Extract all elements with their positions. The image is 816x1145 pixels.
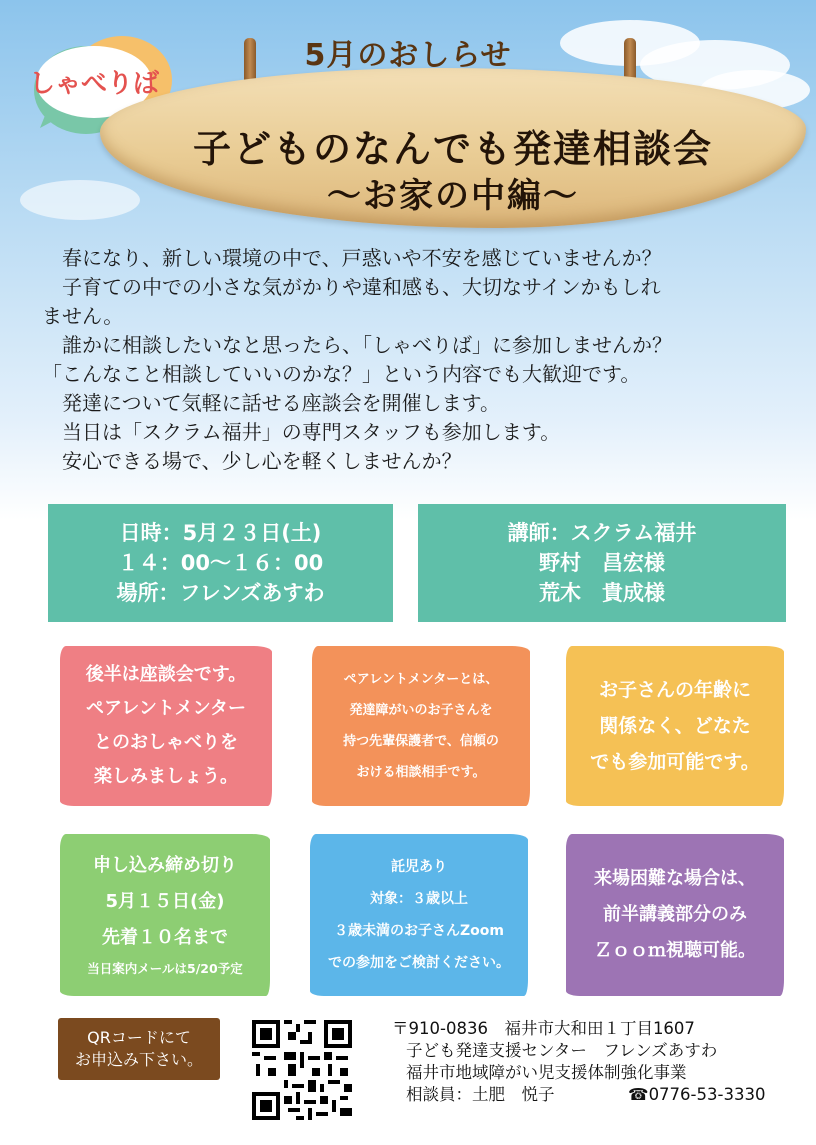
any-age-box: [566, 646, 784, 806]
center-name: 子ども発達支援センター フレンズあすわ: [406, 1041, 718, 1060]
zoom-box: [566, 834, 784, 996]
intro-line: 「こんなこと相談していいのかな？」という内容でも大歓迎です。: [42, 362, 641, 386]
box-line: とのおしゃべりを: [94, 732, 238, 753]
phone-number[interactable]: 0776-53-3330: [648, 1085, 766, 1104]
box-line: Ｚｏｏｍ視聴可能。: [594, 940, 756, 961]
contact-info: [392, 1018, 802, 1106]
box-line: 託児あり: [391, 859, 447, 875]
box-line: 楽しみましょう。: [94, 766, 238, 787]
month-notice: 5月のおしらせ: [304, 38, 512, 73]
box-line: 申し込み締め切り: [93, 855, 237, 876]
box-line: 発達障がいのお子さんを: [349, 703, 493, 718]
intro-line: 発達について気軽に話せる座談会を開催します。: [42, 391, 500, 415]
qr-instruction-note: [58, 1018, 220, 1080]
consultant-row: [392, 1084, 802, 1106]
event-venue: 場所：フレンズあすわ: [116, 581, 325, 605]
consultant-name: 相談員：土肥 悦子: [406, 1085, 555, 1104]
project-name: 福井市地域障がい児支援体制強化事業: [406, 1063, 687, 1082]
box-line: 関係なく、どなた: [599, 715, 751, 737]
box-line: 対象：３歳以上: [370, 891, 468, 907]
intro-line: 当日は「スクラム福井」の専門スタッフも参加します。: [42, 420, 561, 444]
intro-line: 春になり、新しい環境の中で、戸惑いや不安を感じていませんか？: [42, 246, 662, 270]
deadline-box: [60, 834, 270, 996]
intro-line: 誰かに相談したいなと思ったら、「しゃべりば」に参加しませんか？: [42, 333, 672, 357]
intro-text: [42, 244, 782, 476]
discussion-box: [60, 646, 272, 806]
parent-mentor-box: [312, 646, 530, 806]
phone-number-wrap: [628, 1084, 765, 1106]
intro-line: ません。: [42, 304, 124, 328]
lecturer-panel: [418, 504, 786, 622]
box-line: ３歳未満のお子さんZoom: [334, 923, 504, 939]
qr-note-line: QRコードにて: [87, 1028, 191, 1047]
box-note: 当日案内メールは5/20予定: [87, 961, 243, 976]
intro-line: 子育ての中での小さな気がかりや違和感も、大切なサインかもしれ: [42, 275, 661, 299]
svg-text:しゃべりば: しゃべりば: [28, 69, 160, 99]
page-title: 子どものなんでも発達相談会: [192, 126, 713, 171]
event-datetime-panel: [48, 504, 393, 622]
box-line: お子さんの年齢に: [598, 679, 751, 701]
address: 〒910-0836 福井市大和田１丁目1607: [392, 1019, 695, 1038]
box-line: おける相談相手です。: [356, 765, 486, 780]
box-line: 前半講義部分のみ: [603, 904, 747, 925]
lecturer-name: 野村 昌宏様: [539, 551, 665, 575]
box-line: ペアレントメンター: [86, 698, 246, 719]
event-date: 日時：5月２３日(土): [119, 521, 322, 545]
childcare-box: [310, 834, 528, 996]
box-line: 先着１０名まで: [102, 927, 228, 948]
event-time: １４：00～１６：00: [117, 551, 324, 575]
qr-note-line: お申込み下さい。: [74, 1050, 203, 1069]
box-line: でも参加可能です。: [590, 751, 760, 773]
box-line: での参加をご検討ください。: [328, 955, 510, 971]
box-line: ペアレントメンターとは、: [343, 672, 499, 687]
box-line: 5月１５日(金): [105, 891, 225, 912]
phone-icon: ☎: [628, 1085, 649, 1104]
box-line: 持つ先輩保護者で、信頼の: [343, 734, 499, 749]
lecturer-org: 講師：スクラム福井: [507, 521, 697, 545]
lecturer-name: 荒木 貴成様: [539, 581, 665, 605]
qr-code-icon[interactable]: [252, 1020, 352, 1120]
box-line: 後半は座談会です。: [85, 664, 247, 685]
box-line: 来場困難な場合は、: [594, 868, 756, 889]
intro-line: 安心できる場で、少し心を軽くしませんか？: [42, 449, 462, 473]
page-subtitle: ～お家の中編～: [327, 176, 579, 216]
